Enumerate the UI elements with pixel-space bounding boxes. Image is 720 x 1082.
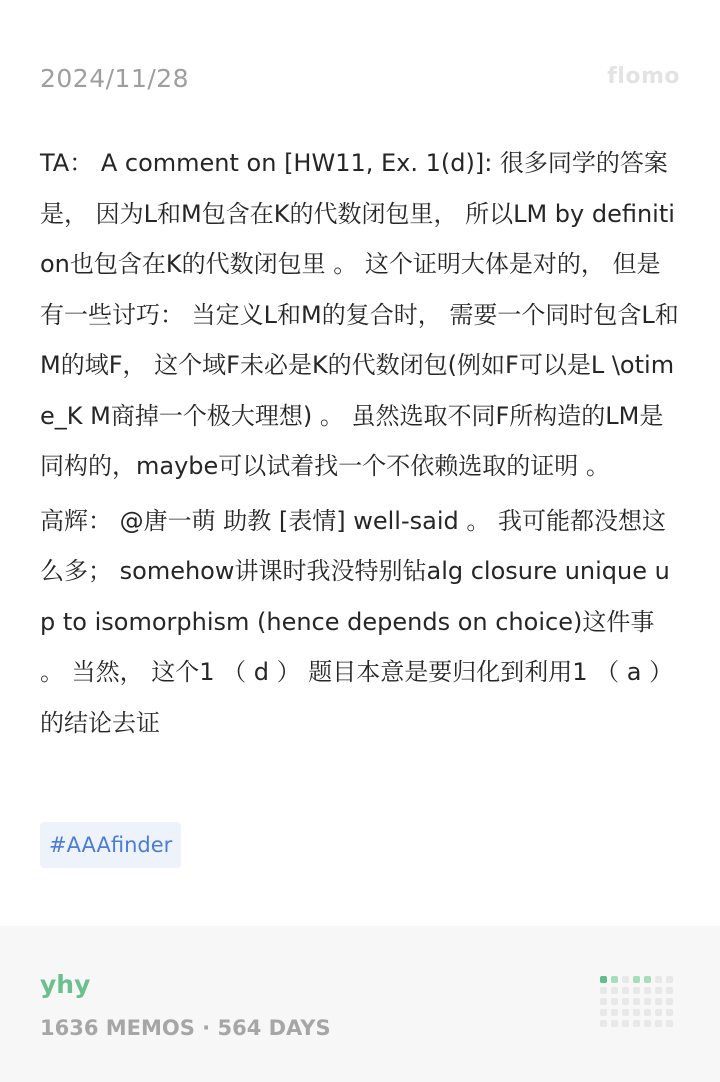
heatmap-cell (644, 987, 651, 994)
heatmap-cell (611, 1020, 618, 1027)
heatmap-cell (633, 1009, 640, 1016)
heatmap-cell (666, 987, 673, 994)
heatmap-cell (655, 1009, 662, 1016)
heatmap-cell (600, 998, 607, 1005)
memo-content (40, 138, 680, 752)
memo-date: 2024/11/28 (40, 64, 190, 93)
memo-paragraph-ta: TA： A comment on [HW11, Ex. 1(d)]: 很多同学的答案是， 因为L和M包含在K的代数闭包里， 所以LM by definition也包含在K的代数闭包里 。 这个证明大体是对的， 但是有一些讨巧： 当定义L和M的复合时， 需要一个同时包含L和M的域F， 这个域F未必是K的代数闭包(例如F可以是L \otime_K M商掉一个极大理想) 。 虽然选取不同F所构造的LM是同构的，maybe可以试着找一个不依赖选取的证明 。 (40, 149, 679, 480)
heatmap-cell (633, 1020, 640, 1027)
tag-aaafinder[interactable]: #AAAfinder (40, 822, 181, 868)
username: yhy (40, 970, 91, 999)
heatmap-cell (655, 1020, 662, 1027)
heatmap-cell (666, 976, 673, 983)
heatmap-cell (622, 976, 629, 983)
heatmap-cell (655, 998, 662, 1005)
heatmap-cell (666, 1020, 673, 1027)
heatmap-cell (600, 1009, 607, 1016)
heatmap-cell (611, 987, 618, 994)
heatmap-cell (600, 976, 607, 983)
heatmap-cell (611, 1009, 618, 1016)
heatmap-cell (644, 1009, 651, 1016)
heatmap-cell (644, 998, 651, 1005)
heatmap-cell (633, 976, 640, 983)
heatmap-cell (666, 1009, 673, 1016)
flomo-logo: flomo (607, 64, 680, 89)
heatmap-cell (622, 987, 629, 994)
heatmap-cell (600, 987, 607, 994)
heatmap-cell (644, 976, 651, 983)
heatmap-cell (611, 976, 618, 983)
heatmap-cell (633, 998, 640, 1005)
heatmap-cell (655, 976, 662, 983)
heatmap-cell (622, 1009, 629, 1016)
heatmap-cell (600, 1020, 607, 1027)
heatmap-cell (622, 998, 629, 1005)
heatmap-cell (633, 987, 640, 994)
heatmap-cell (666, 998, 673, 1005)
heatmap-cell (622, 1020, 629, 1027)
memo-paragraph-reply: 高辉： @唐一萌 助教 [表情] well-said 。 我可能都没想这么多； somehow讲课时我没特别钻alg closure unique up to isomorphism (hence depends on choice)这件事 。 当然， 这个1 （ d ） 题目本意是要归化到利用1 （ a ） 的结论去证 (40, 506, 674, 737)
memo-stats: 1636 MEMOS · 564 DAYS (40, 1016, 331, 1040)
memo-footer (0, 926, 720, 1082)
activity-heatmap-icon (600, 976, 682, 1032)
heatmap-cell (644, 1020, 651, 1027)
heatmap-cell (611, 998, 618, 1005)
heatmap-cell (655, 987, 662, 994)
